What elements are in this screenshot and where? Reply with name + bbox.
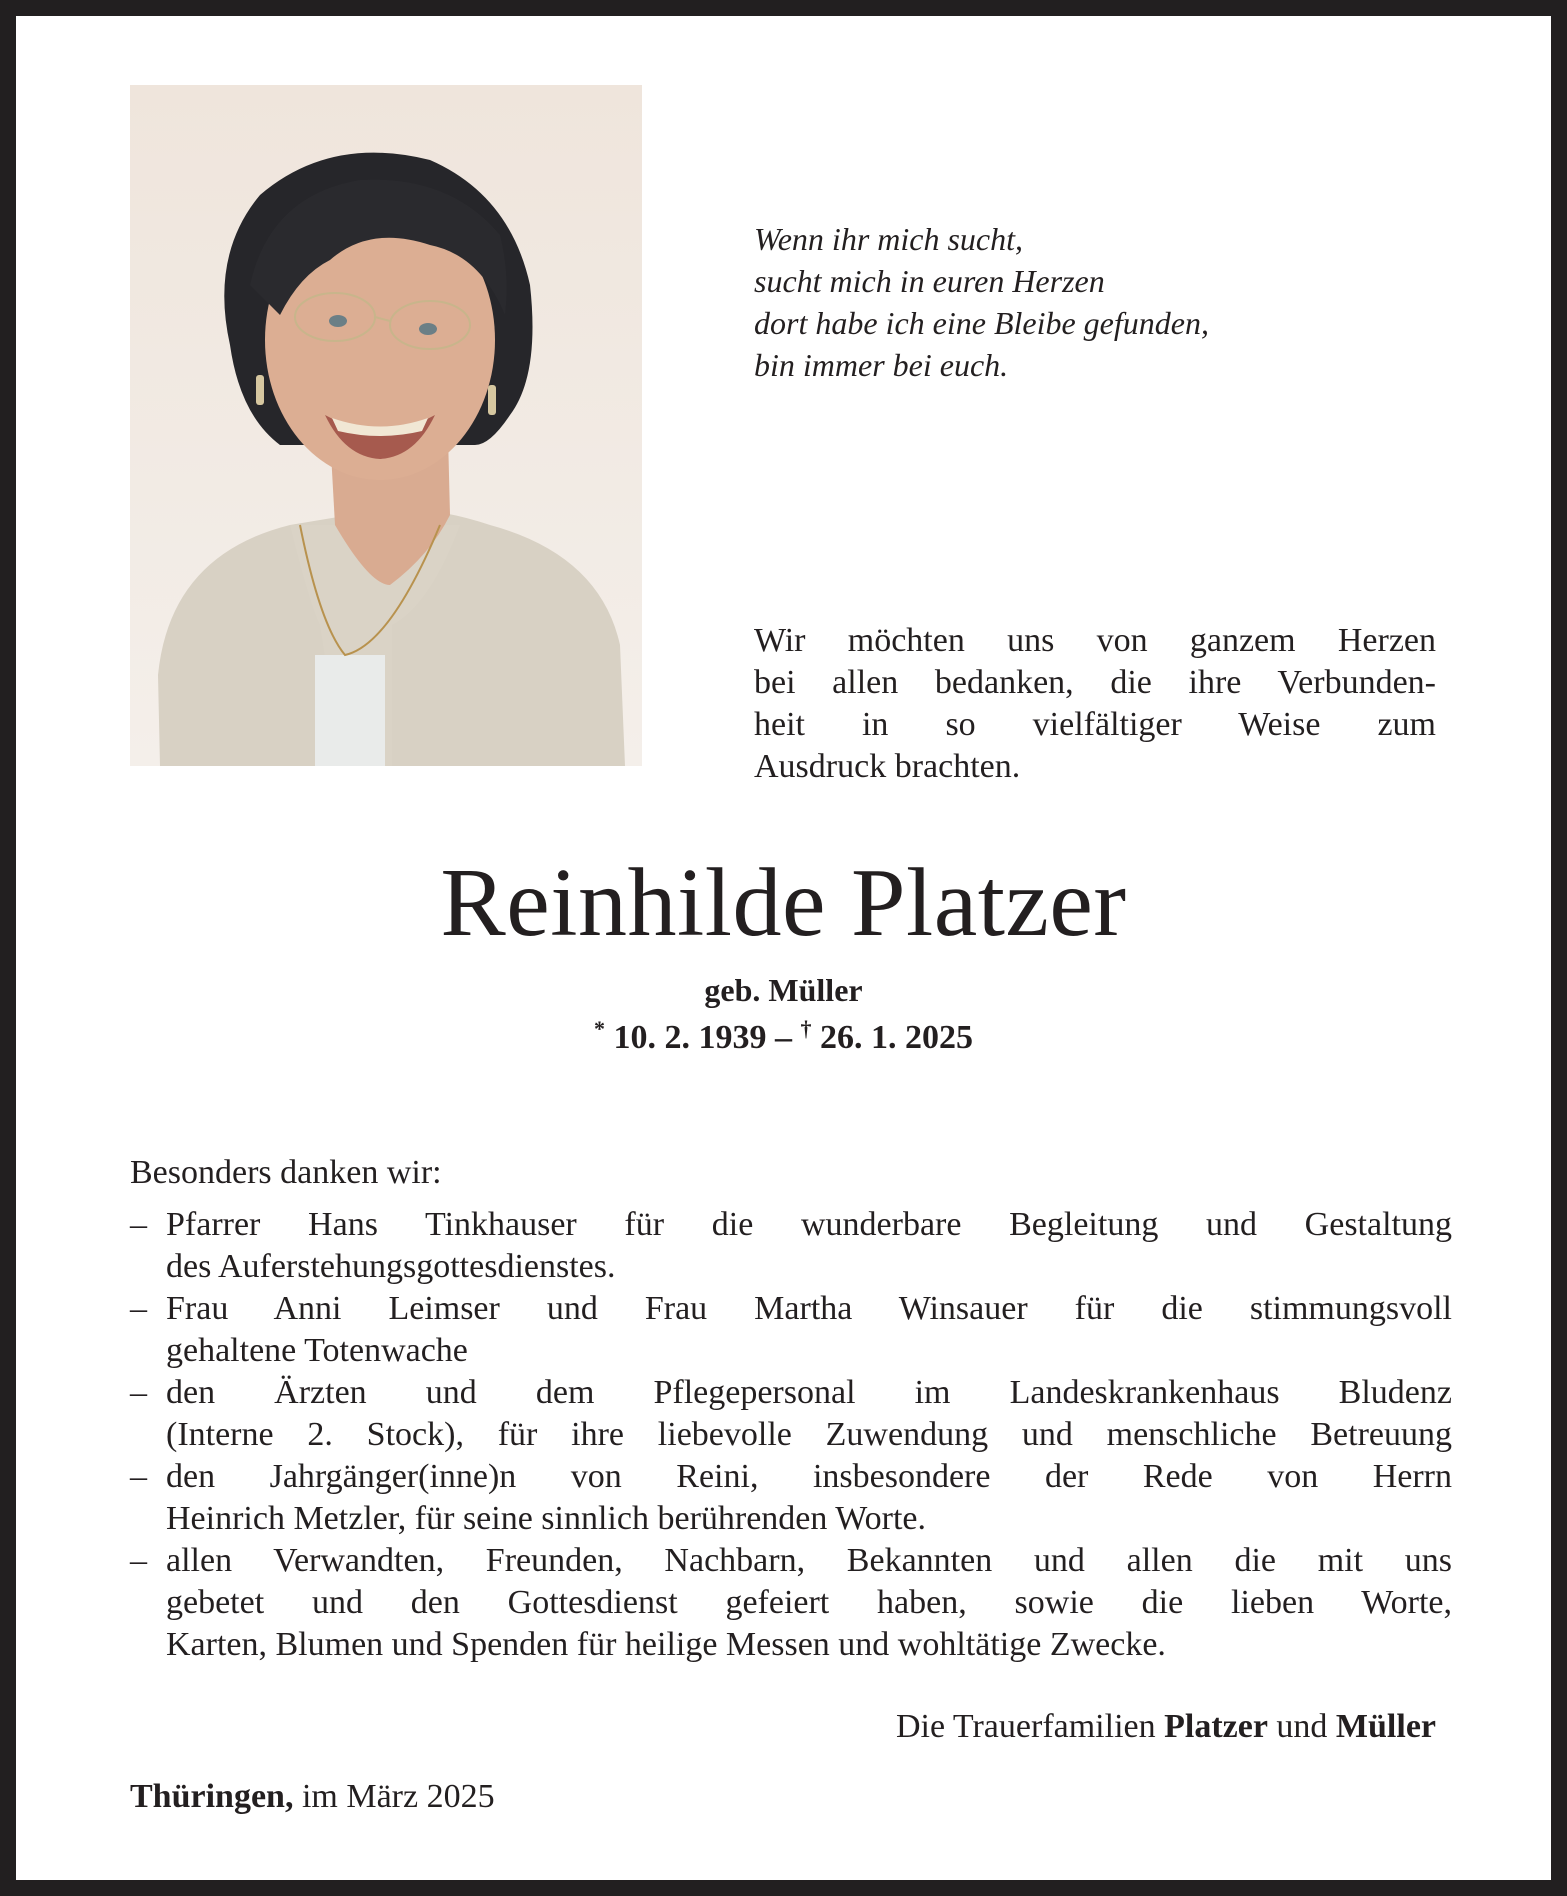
signature-prefix: Die Trauerfamilien [895, 1708, 1156, 1745]
dash-bullet-icon: – [130, 1374, 147, 1411]
paragraph-line: bei allen bedanken, die ihre Verbunden- [754, 664, 1436, 701]
special-thanks-list [130, 1204, 1452, 1666]
life-dates [16, 1009, 1551, 1058]
list-item-line: Pfarrer Hans Tinkhauser für die wunderbare Begleitung und Gestaltung [166, 1206, 1452, 1243]
quote-line: bin immer bei euch. [754, 347, 1009, 383]
paragraph-line: Wir möchten uns von ganzem Herzen [754, 622, 1436, 659]
memorial-quote [754, 218, 1209, 386]
list-item-line: Frau Anni Leimser und Frau Martha Winsauer für die stimmungsvoll [166, 1290, 1452, 1327]
dash-bullet-icon: – [130, 1206, 147, 1243]
list-item-line: (Interne 2. Stock), für ihre liebevolle Zuwendung und menschliche Betreuung [166, 1416, 1452, 1453]
death-date: 26. 1. 2025 [820, 1019, 973, 1056]
place: Thüringen, [130, 1778, 294, 1815]
date-separator: – [775, 1019, 792, 1056]
list-item-line: gebetet und den Gottesdienst gefeiert haben, sowie die lieben Worte, [166, 1584, 1452, 1621]
family-name-mueller: Müller [1335, 1708, 1436, 1745]
portrait-icon [130, 85, 642, 766]
quote-line: Wenn ihr mich sucht, [754, 221, 1024, 257]
paragraph-line: Ausdruck brachten. [754, 748, 1021, 785]
list-item-line: den Ärzten und dem Pflegepersonal im Landeskrankenhaus Bludenz [166, 1374, 1452, 1411]
family-signature [896, 1706, 1436, 1748]
list-item [130, 1372, 1452, 1456]
deceased-name: Reinhilde Platzer [440, 849, 1127, 957]
birth-date: 10. 2. 1939 [613, 1019, 767, 1056]
quote-line: sucht mich in euren Herzen [754, 263, 1105, 299]
family-name-platzer: Platzer [1164, 1708, 1268, 1745]
list-item-line: des Auferstehungsgottesdienstes. [166, 1248, 616, 1285]
portrait-photo [130, 85, 642, 766]
quote-line: dort habe ich eine Bleibe gefunden, [754, 305, 1209, 341]
list-item [130, 1456, 1452, 1540]
list-item-line: gehaltene Totenwache [166, 1332, 468, 1369]
list-item-line: Heinrich Metzler, für seine sinnlich berührenden Worte. [166, 1500, 927, 1537]
dash-bullet-icon: – [130, 1542, 147, 1579]
dash-bullet-icon: – [130, 1458, 147, 1495]
signature-conjunction: und [1276, 1708, 1328, 1745]
list-item-line: den Jahrgänger(inne)n von Reini, insbesondere der Rede von Herrn [166, 1458, 1452, 1495]
maiden-name: geb. Müller [704, 972, 863, 1008]
death-cross-icon: † [800, 1016, 812, 1041]
paragraph-line: heit in so vielfältiger Weise zum [754, 706, 1436, 743]
dash-bullet-icon: – [130, 1290, 147, 1327]
obituary-page [16, 16, 1551, 1880]
date: im März 2025 [301, 1778, 495, 1815]
special-thanks-heading: Besonders danken wir: [130, 1154, 442, 1191]
list-item-line: allen Verwandten, Freunden, Nachbarn, Bekannten und allen die mit uns [166, 1542, 1452, 1579]
list-item [130, 1540, 1452, 1666]
thanks-intro-paragraph [754, 620, 1436, 788]
place-and-date [130, 1776, 495, 1818]
birth-star-icon: * [594, 1016, 605, 1041]
list-item [130, 1288, 1452, 1372]
list-item-line: Karten, Blumen und Spenden für heilige Messen und wohltätige Zwecke. [166, 1626, 1166, 1663]
list-item [130, 1204, 1452, 1288]
